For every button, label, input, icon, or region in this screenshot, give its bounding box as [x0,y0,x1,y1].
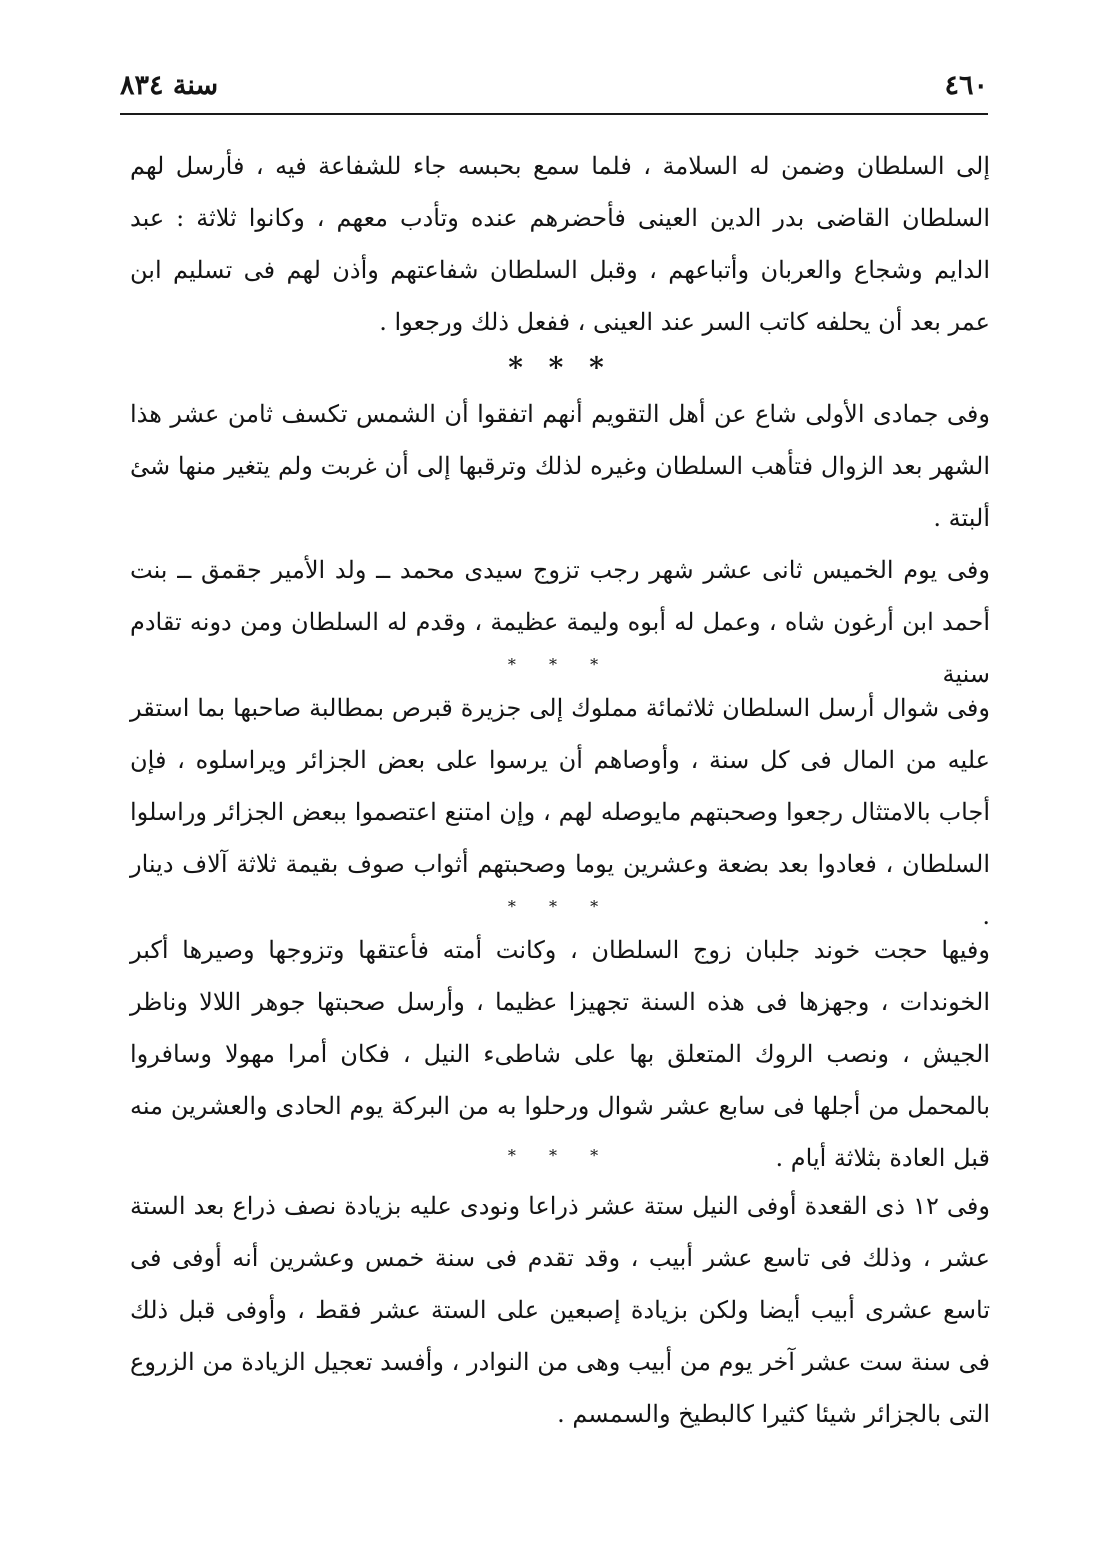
section-separator-2: * * * [507,655,613,674]
paragraph-4: وفى شوال أرسل السلطان ثلاثمائة مملوك إلى جزيرة قبرص بمطالبة صاحبها بما استقر عليه من المال فى كل سنة ، وأوصاهم أن يرسوا على بعض الجزائر ويراسلوه ، فإن أجاب بالامتثال رجعوا وصحبتهم مايوصله لهم ، وإن امتنع اعتصموا ببعض الجزائر وراسلوا السلطان ، فعادوا بعد بضعة وعشرين يوما وصحبتهم أثواب صوف بقيمة ثلاثة آلاف دينار . [130,694,990,930]
paragraph-1: إلى السلطان وضمن له السلامة ، فلما سمع بحبسه جاء للشفاعة فيه ، فأرسل لهم السلطان القاضى بدر الدين العينى فأحضرهم عنده وتأدب معهم ، وكانوا ثلاثة : عبد الدايم وشجاع والعربان وأتباعهم ، وقبل السلطان شفاعتهم وأذن لهم فى تسليم ابن عمر بعد أن يحلفه كاتب السر عند العينى ، ففعل ذلك ورجعوا . [130,152,990,336]
section-separator-3: * * * [507,897,613,916]
section-separator-4: * * * [507,1146,613,1165]
paragraph-3: وفى يوم الخميس ثانى عشر شهر رجب تزوج سيدى محمد ــ ولد الأمير جقمق ــ بنت أحمد ابن أرغون شاه ، وعمل له أبوه وليمة عظيمة ، وقدم له السلطان ومن دونه تقادم سنية [130,556,990,688]
section-separator-1: * * * [508,351,612,384]
paragraph-6: وفى ١٢ ذى القعدة أوفى النيل ستة عشر ذراعا ونودى عليه بزيادة نصف ذراع بعد الستة عشر ، وذلك فى تاسع عشر أبيب ، وقد تقدم فى سنة خمس وعشرين أنه أوفى فى تاسع عشرى أبيب أيضا ولكن بزيادة إصبعين على الستة عشر فقط ، وأوفى قبل ذلك فى سنة ست عشر آخر يوم من أبيب وهى من النوادر ، وأفسد تعجيل الزيادة من الزروع التى بالجزائر شيئا كثيرا كالبطيخ والسمسم . [130,1192,990,1428]
page-body [130,140,990,1440]
page-header [120,66,988,106]
paragraph-5: وفيها حجت خوند جلبان زوج السلطان ، وكانت أمته فأعتقها وتزوجها وصيرها أكبر الخوندات ، وجهزها فى هذه السنة تجهيزا عظيما ، وأرسل صحبتها جوهر اللالا وناظر الجيش ، ونصب الروك المتعلق بها على شاطىء النيل ، فكان أمرا مهولا وسافروا بالمحمل من أجلها فى سابع عشر شوال ورحلوا به من البركة يوم الحادى والعشرين منه قبل العادة بثلاثة أيام . [130,936,991,1172]
page-number: ٤٦٠ [944,70,988,101]
paragraph-2: وفى جمادى الأولى شاع عن أهل التقويم أنهم اتفقوا أن الشمس تكسف ثامن عشر هذا الشهر بعد الزوال فتأهب السلطان وغيره لذلك وترقبها إلى أن غربت ولم يتغير منها شئ ألبتة . [130,400,990,532]
running-head-year: سنة ٨٣٤ [120,70,219,101]
header-rule [120,113,988,115]
